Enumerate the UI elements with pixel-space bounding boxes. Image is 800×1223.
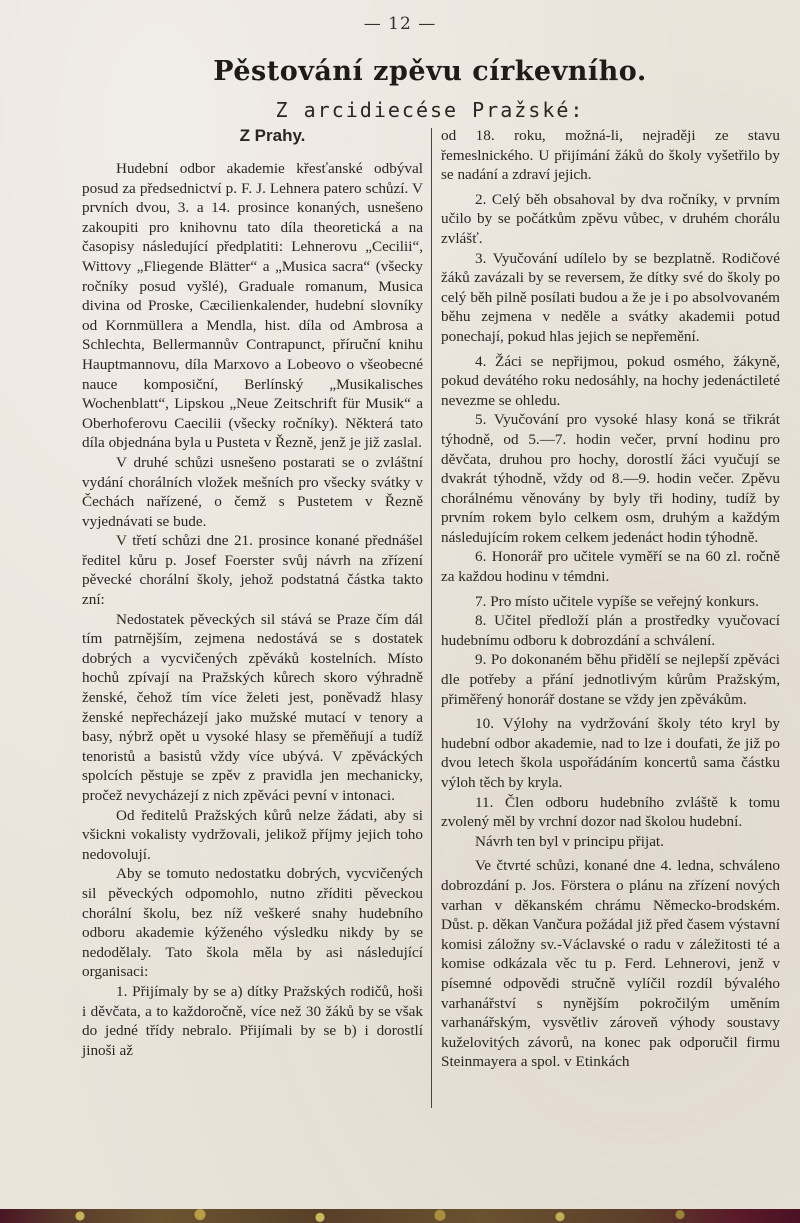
left-column: [82, 126, 423, 1060]
paragraph: 11. Člen odboru hudebního zvláště k tomu zvolený měl by vrchní dozor nad školou hudební.: [441, 793, 780, 831]
paragraph: 6. Honorář pro učitele vyměří se na 60 zl. ročně za každou hodinu v témdni.: [441, 548, 780, 586]
paragraph: Nedostatek pěveckých sil stává se Praze čím dál tím patrnějším, zejmena nedostává se s dostatek dobrých a vycvičených zpěváků kostelních. Místo hochů zpívají na Pražských kůrech skoro výhradně ženské, čehož tím více želeti jest, poněvadž hlasy ženské nepřecházejí jako mužské mutací v tenory a basy, nýbrž opět u vysoké hlasy se přeměňují a tudíž tenoristů a basistů vždy více ubývá. V zpěváckých spolcích pěstuje se zpěv z pravidla jen mechanicky, pročež nevycházejí z nich zpěváci pevní v intonaci.: [82, 610, 423, 804]
paragraph: Hudební odbor akademie křesťanské odbýval posud za předsednictví p. F. J. Lehnera patero schůzí. V prvních dvou, 3. a 14. prosince konaných, usnešeno zakoupiti pro knihovnu tato díla theoretická a na časopisy následující předplatiti: Lehnerovu „Cecilii“, Wittovy „Fliegende Blätter“ a „Musica sacra“ (všecky ročníky posud vyšlé), Graduale romanum, Musica divina od Proske, Cæcilienkalender, hudební slovníky od Kornmüllera a Mendla, hist. díla od Ambrosa a Schlechta, Bellermannův Contrapunct, příruční knihu Hauptmannovu, díla Marxovo a Lobeovo o všeobecné nauce komposiční, Berlínský „Musikalisches Wochenblatt“, Lipskou „Neue Zeitschrift für Musik“ a Oberhoferovu Caecilii (všecky ročníky). Některá tato díla objednána byla u Pusteta v Řezně, jenž je již zaslal.: [82, 160, 423, 452]
paragraph: 5. Vyučování pro vysoké hlasy koná se třikrát týhodně, od 5.—7. hodin večer, první hodinu pro děvčata, druhou pro hochy, dorostlí žáci vyučují se dvakrát týhodně, vždy od 8.—9. hodin večer. Zpěvu chorálnému věnovány by byly tři hodiny, tudíž by prvním rokem bylo celkem osm, druhým a každým následujícím rokem celkem jedenáct hodin týhodně.: [441, 411, 780, 546]
article-subtitle: Z arcidiecése Pražské:: [275, 98, 585, 122]
paragraph: 4. Žáci se nepřijmou, pokud osmého, žákyně, pokud devátého roku nedosáhly, na hochy jedenáctileté nevezme se ohledu.: [441, 352, 780, 409]
article-title: Pěstování zpěvu církevního.: [213, 56, 647, 87]
paragraph: Ve čtvrté schůzi, konané dne 4. ledna, schváleno dobrozdání p. Jos. Förstera o plánu na zřízení nových varhan v děkanském chrámu Německo-brodském. Důst. p. děkan Vančura požádal již před časem výstavní komisi záložny sv.-Václavské o radu v záležitosti té a komise odkázala věc tu p. Ferd. Lehnerovi, jenž v písemné odpovědi stručně vylíčil rozdíl bývalého varhanářství s nynějším pokročilým uměním varhanářským, vysvětliv zároveň výhody soustavy kuželovitých závorů, na konec pak odporučil firmu Steinmayera a spol. v Etinkách: [441, 857, 780, 1071]
marbled-book-edge: [0, 1209, 800, 1223]
paragraph: 7. Pro místo učitele vypíše se veřejný konkurs.: [475, 592, 759, 610]
page-number: — 12 —: [363, 14, 437, 34]
paragraph: Od ředitelů Pražských kůrů nelze žádati, aby si všickni vokalisty vydržovali, jelikož příjmy jejich toho nedovolují.: [82, 806, 423, 863]
section-heading: Z Prahy.: [239, 126, 306, 145]
paragraph: Návrh ten byl v principu přijat.: [475, 832, 664, 850]
paragraph: 3. Vyučování udílelo by se bezplatně. Rodičové žáků zavázali by se reversem, že dítky své do školy po celý běh pilně posílati budou a že je i po absolvovaném běhu zejmena v neděle a svátky akademii potud ponechají, pokud hlas jejich se nepřemění.: [441, 249, 780, 345]
paragraph: Aby se tomuto nedostatku dobrých, vycvičených sil pěveckých odpomohlo, nutno zříditi pěveckou chorální školu, bez níž veškeré snahy hudebního odboru akademie kýženého výsledku nikdy by se nedodělaly. Tato škola měla by asi následující organisaci:: [82, 865, 423, 981]
paragraph: 2. Celý běh obsahoval by dva ročníky, v prvním učilo by se počátkům zpěvu vůbec, v druhém chorálu zvlášť.: [441, 190, 780, 247]
paragraph: 10. Výlohy na vydržování školy této kryl by hudební odbor akademie, nad to lze i doufati, že již po dvou letech škola uspořádáním koncertů sama částku výloh těch by kryla.: [441, 715, 780, 791]
paragraph: V třetí schůzi dne 21. prosince konané přednášel ředitel kůru p. Josef Foerster svůj návrh na zřízení pěvecké chorální školy, jehož podstatná částka takto zní:: [82, 532, 423, 609]
paragraph: 1. Přijímaly by se a) dítky Pražských rodičů, hoši i děvčata, a to každoročně, více než 30 žáků by se však do jedné třídy nebralo. Přijímali by se b) i dorostlí jinoši až: [82, 982, 423, 1059]
right-column: [441, 126, 780, 1072]
paragraph: od 18. roku, možná-li, nejraději ze stavu řemeslnického. U přijímání žáků do školy vyšetřilo by se nadání a zdraví jejich.: [441, 127, 780, 184]
column-divider: [431, 128, 432, 1108]
paragraph: V druhé schůzi usnešeno postarati se o zvláštní vydání chorálních vložek mešních pro všecky svátky v Čechách nařízené, o čemž s Pustetem v Řezně vyjednávati se bude.: [82, 453, 423, 530]
paragraph: 8. Učitel předloží plán a prostředky vyučovací hudebnímu odboru k dobrozdání a schválení.: [441, 612, 780, 649]
paragraph: 9. Po dokonaném běhu přidělí se nejlepší zpěváci dle potřeby a přání jednotlivým kůrům Pražským, přiměřený honorář dostane se vždy jen zpěvákům.: [441, 651, 780, 708]
